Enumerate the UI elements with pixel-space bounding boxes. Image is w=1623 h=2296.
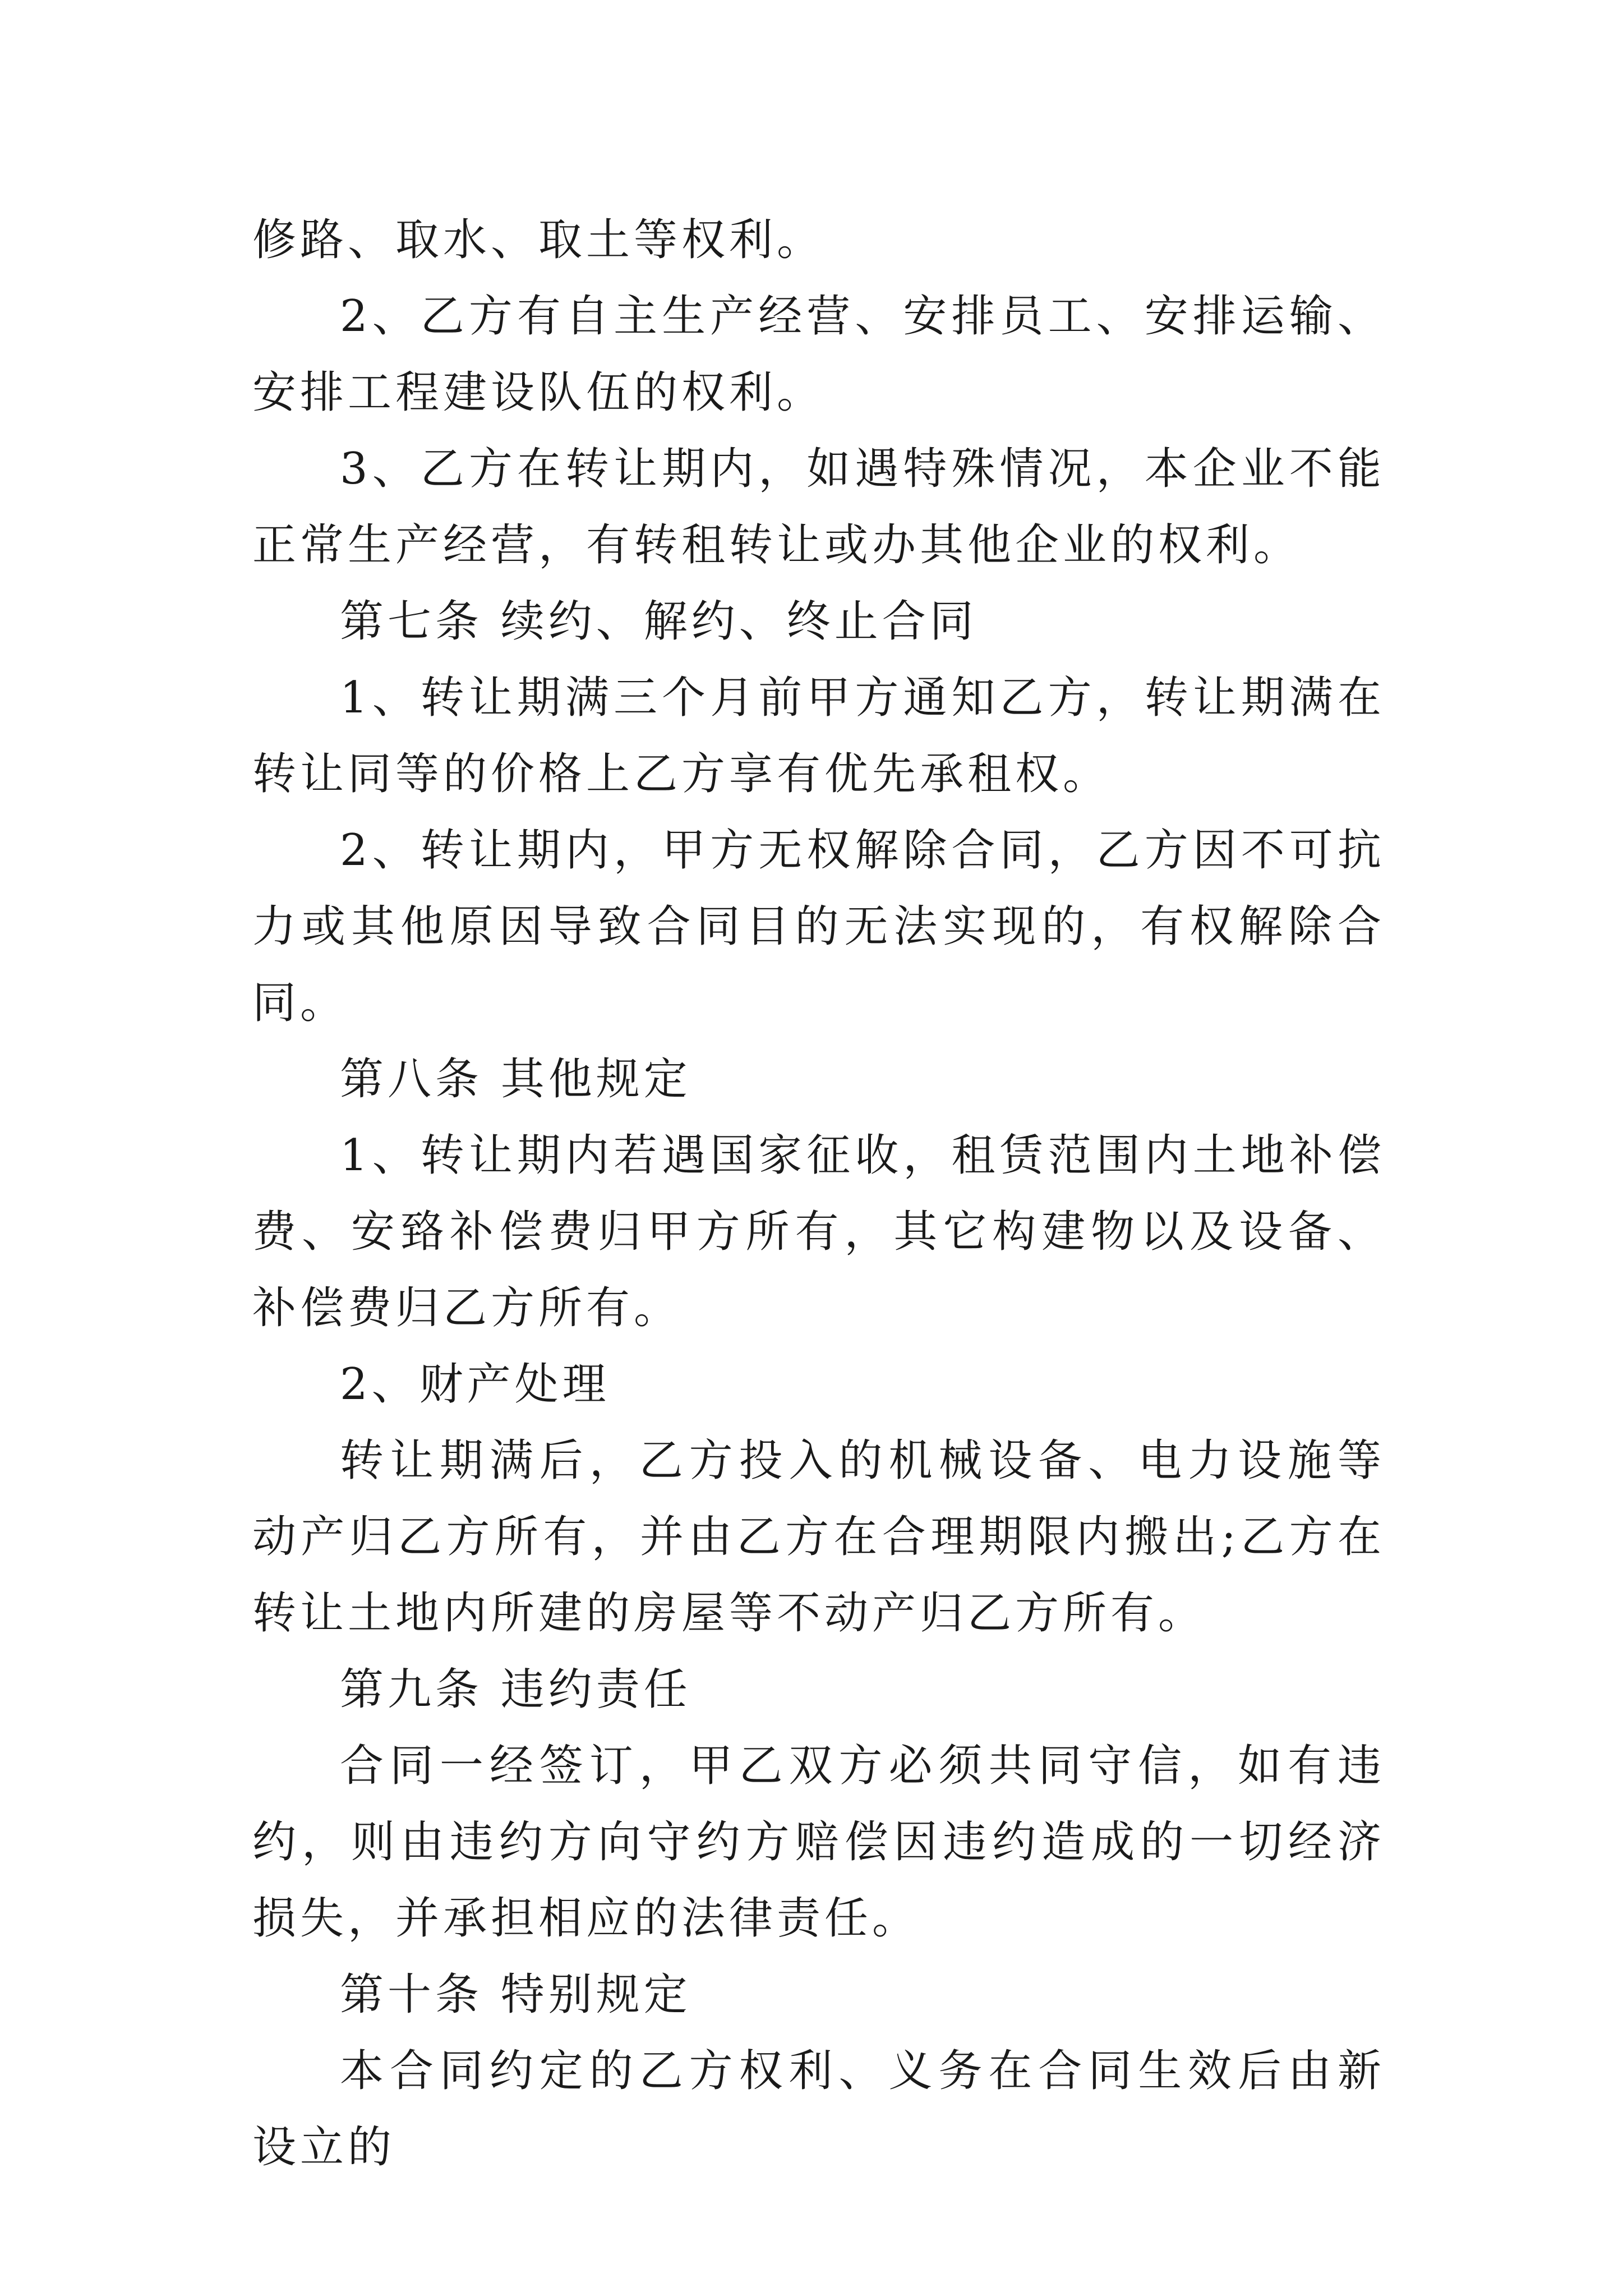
section-heading: 第八条 其他规定 (340, 1054, 691, 1105)
paragraph: 1、转让期满三个月前甲方通知乙方，转让期满在转让同等的价格上乙方享有优先承租权。 (252, 673, 1385, 799)
paragraph: 2、乙方有自主生产经营、安排员工、安排运输、安排工程建设队伍的权利。 (252, 291, 1385, 418)
paragraph: 2、财产处理 (340, 1359, 610, 1410)
paragraph: 转让期满后，乙方投入的机械设备、电力设施等动产归乙方所有，并由乙方在合理期限内搬出;乙方在转让土地内所建的房屋等不动产归乙方所有。 (252, 1435, 1385, 1639)
paragraph: 1、转让期内若遇国家征收，租赁范围内土地补偿费、安臵补偿费归甲方所有，其它构建物以及设备、补偿费归乙方所有。 (252, 1130, 1385, 1333)
paragraph: 修路、取水、取土等权利。 (252, 215, 825, 265)
paragraph: 本合同约定的乙方权利、义务在合同生效后由新设立的 (252, 2046, 1385, 2173)
paragraph: 2、转让期内，甲方无权解除合同，乙方因不可抗力或其他原因导致合同目的无法实现的，有权解除合同。 (252, 825, 1385, 1028)
document-body (252, 202, 1385, 2185)
section-heading: 第九条 违约责任 (340, 1664, 691, 1715)
section-heading: 第七条 续约、解约、终止合同 (340, 596, 978, 647)
paragraph: 3、乙方在转让期内，如遇特殊情况，本企业不能正常生产经营，有转租转让或办其他企业的权利。 (252, 444, 1385, 570)
paragraph: 合同一经签订，甲乙双方必须共同守信，如有违约，则由违约方向守约方赔偿因违约造成的一切经济损失，并承担相应的法律责任。 (252, 1741, 1385, 1944)
section-heading: 第十条 特别规定 (340, 1970, 691, 2020)
